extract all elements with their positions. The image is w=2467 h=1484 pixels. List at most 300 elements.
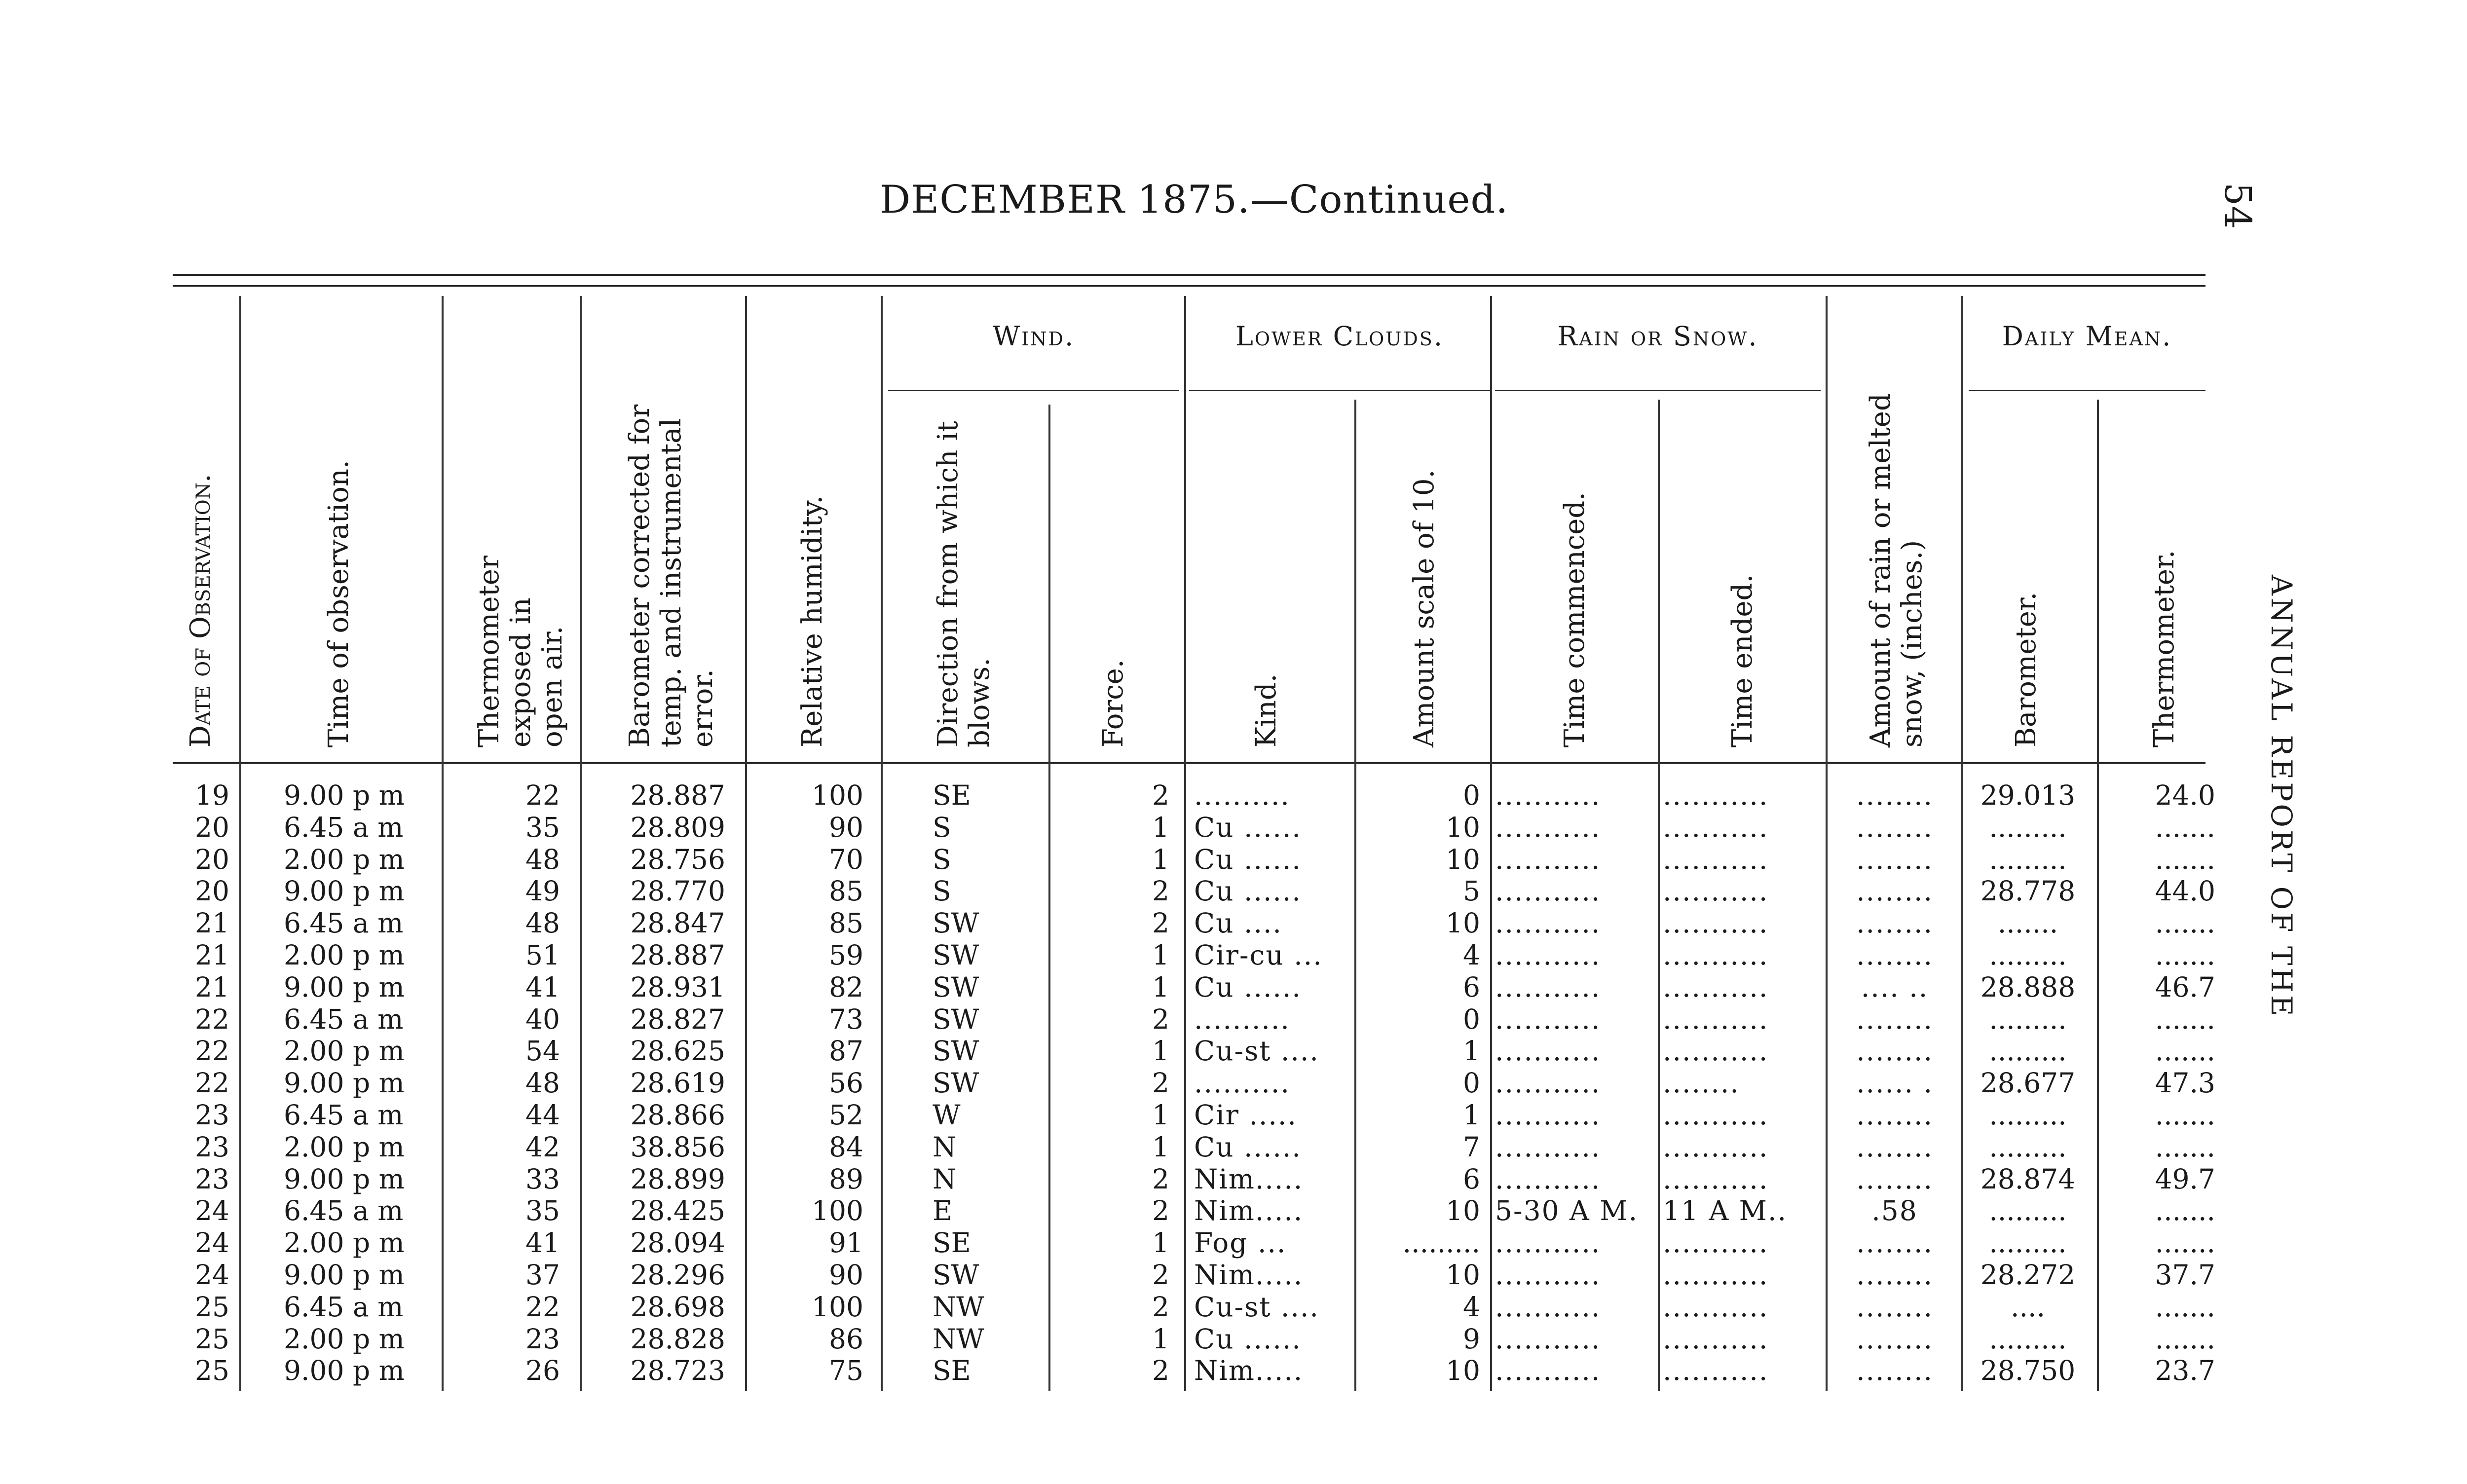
- wind-direction-cell: SE: [933, 1227, 971, 1259]
- rain-amount-cell: ........: [1856, 1003, 1933, 1035]
- mean-thermometer-header: Thermometer.: [2148, 550, 2180, 747]
- date-cell: 22: [195, 1067, 229, 1099]
- mean-thermometer-cell: 23.7: [2155, 1355, 2215, 1387]
- mean-barometer-cell: .........: [1989, 1099, 2067, 1131]
- humidity-cell: 84: [829, 1131, 863, 1163]
- date-cell: 24: [195, 1259, 229, 1291]
- mean-thermometer-cell: .......: [2155, 811, 2215, 843]
- mean-thermometer-cell: 44.0: [2155, 875, 2215, 907]
- date-cell: 21: [195, 907, 229, 939]
- date-cell: 23: [195, 1099, 229, 1131]
- rain-amount-cell: ........: [1856, 1355, 1933, 1387]
- cloud-amount-cell: 1: [1463, 1035, 1480, 1067]
- wind-group-header: Wind.: [992, 321, 1075, 352]
- humidity-cell: 87: [829, 1035, 863, 1067]
- rain-commenced-cell: ...........: [1495, 1003, 1601, 1035]
- mean-barometer-cell: .........: [1989, 1227, 2067, 1259]
- wind-force-cell: 1: [1152, 971, 1169, 1003]
- date-cell: 24: [195, 1227, 229, 1259]
- wind-force-cell: 2: [1152, 1067, 1169, 1099]
- rain-amount-header-text: Amount of rain or melted snow, (inches.): [1865, 393, 1928, 747]
- table-row: [0, 971, 2270, 1003]
- humidity-cell: 100: [812, 1291, 863, 1323]
- table-row: [0, 1195, 2270, 1227]
- wind-direction-cell: SW: [933, 939, 979, 971]
- wind-direction-header: [933, 402, 996, 747]
- time-cell: 9.00 p m: [284, 1355, 405, 1387]
- wind-force-cell: 1: [1152, 1323, 1169, 1355]
- humidity-cell: 70: [829, 843, 863, 875]
- wind-force-cell: 1: [1152, 1227, 1169, 1259]
- mean-barometer-cell: 28.874: [1980, 1163, 2076, 1195]
- rain-commenced-cell: ...........: [1495, 875, 1601, 907]
- barometer-cell: 28.847: [630, 907, 725, 939]
- mean-group-rule: [1969, 390, 2205, 391]
- thermometer-cell: 49: [525, 875, 560, 907]
- cloud-kind-cell: ..........: [1194, 1067, 1290, 1099]
- barometer-cell: 28.756: [630, 843, 725, 875]
- cloud-amount-cell: 6: [1463, 971, 1480, 1003]
- cloud-amount-cell: 0: [1463, 1067, 1480, 1099]
- mean-thermometer-cell: .......: [2155, 939, 2215, 971]
- humidity-cell: 85: [829, 907, 863, 939]
- rain-ended-cell: ...........: [1663, 1291, 1769, 1323]
- wind-force-header: Force.: [1097, 659, 1129, 747]
- rain-commenced-cell: ...........: [1495, 1323, 1601, 1355]
- wind-force-cell: 2: [1152, 1003, 1169, 1035]
- barometer-cell: 28.770: [630, 875, 725, 907]
- relative-humidity-header: Relative humidity.: [796, 495, 828, 747]
- time-cell: 6.45 a m: [284, 1291, 404, 1323]
- time-cell: 9.00 p m: [284, 971, 405, 1003]
- date-cell: 22: [195, 1035, 229, 1067]
- wind-force-cell: 1: [1152, 1035, 1169, 1067]
- date-cell: 23: [195, 1131, 229, 1163]
- humidity-cell: 73: [829, 1003, 863, 1035]
- humidity-cell: 59: [829, 939, 863, 971]
- wind-force-cell: 2: [1152, 1195, 1169, 1227]
- wind-direction-cell: S: [933, 875, 951, 907]
- cloud-kind-cell: ..........: [1194, 779, 1290, 811]
- rain-ended-cell: ...........: [1663, 1003, 1769, 1035]
- rain-amount-cell: ...... .: [1856, 1067, 1933, 1099]
- wind-direction-cell: N: [933, 1131, 957, 1163]
- thermometer-cell: 48: [525, 1067, 560, 1099]
- thermometer-cell: 33: [525, 1163, 560, 1195]
- barometer-cell: 28.866: [630, 1099, 725, 1131]
- wind-force-cell: 1: [1152, 843, 1169, 875]
- rain-ended-cell: ...........: [1663, 1323, 1769, 1355]
- table-row: [0, 1323, 2270, 1355]
- mean-barometer-cell: .........: [1989, 843, 2067, 875]
- thermometer-cell: 37: [525, 1259, 560, 1291]
- barometer-cell: 28.723: [630, 1355, 725, 1387]
- wind-direction-header-text: Direction from which it blows.: [932, 421, 996, 747]
- rain-ended-cell: 11 A M..: [1663, 1195, 1787, 1227]
- rain-ended-cell: ...........: [1663, 779, 1769, 811]
- wind-force-cell: 1: [1152, 1099, 1169, 1131]
- wind-force-cell: 2: [1152, 1259, 1169, 1291]
- date-of-observation-header: Date of Observation.: [185, 474, 217, 747]
- rain-ended-cell: ...........: [1663, 1259, 1769, 1291]
- mean-barometer-cell: ....: [2011, 1291, 2045, 1323]
- barometer-header-text: Barometer corrected for temp. and instrumental error.: [624, 404, 719, 747]
- date-cell: 19: [195, 779, 229, 811]
- mean-barometer-cell: .........: [1989, 1323, 2067, 1355]
- rain-amount-cell: ........: [1856, 1131, 1933, 1163]
- rain-amount-cell: ........: [1856, 1035, 1933, 1067]
- date-cell: 21: [195, 971, 229, 1003]
- rain-amount-cell: ........: [1856, 811, 1933, 843]
- rain-amount-cell: .... ..: [1861, 971, 1929, 1003]
- date-cell: 20: [195, 875, 229, 907]
- humidity-cell: 52: [829, 1099, 863, 1131]
- time-cell: 6.45 a m: [284, 811, 404, 843]
- barometer-cell: 28.425: [630, 1195, 725, 1227]
- table-row: [0, 1227, 2270, 1259]
- rain-commenced-cell: ...........: [1495, 1291, 1601, 1323]
- wind-force-cell: 2: [1152, 1355, 1169, 1387]
- date-cell: 21: [195, 939, 229, 971]
- mean-barometer-cell: .........: [1989, 1003, 2067, 1035]
- rain-commenced-cell: ...........: [1495, 811, 1601, 843]
- time-cell: 6.45 a m: [284, 1099, 404, 1131]
- wind-force-cell: 2: [1152, 875, 1169, 907]
- cloud-kind-header: Kind.: [1250, 673, 1282, 747]
- table-row: [0, 1163, 2270, 1195]
- wind-force-cell: 1: [1152, 1131, 1169, 1163]
- table-row: [0, 907, 2270, 939]
- rain-ended-cell: ...........: [1663, 1035, 1769, 1067]
- mean-thermometer-cell: 24.0: [2155, 779, 2215, 811]
- rain-amount-cell: ........: [1856, 907, 1933, 939]
- barometer-cell: 28.296: [630, 1259, 725, 1291]
- rain-amount-cell: ........: [1856, 843, 1933, 875]
- wind-direction-cell: S: [933, 811, 951, 843]
- rain-ended-cell: ...........: [1663, 875, 1769, 907]
- wind-force-cell: 2: [1152, 1291, 1169, 1323]
- date-cell: 24: [195, 1195, 229, 1227]
- rain-commenced-cell: 5-30 A M.: [1495, 1195, 1639, 1227]
- rain-amount-cell: ........: [1856, 1099, 1933, 1131]
- rain-ended-cell: ........: [1663, 1067, 1740, 1099]
- wind-direction-cell: SE: [933, 1355, 971, 1387]
- rain-amount-cell: ........: [1856, 1163, 1933, 1195]
- cloud-amount-cell: 9: [1463, 1323, 1480, 1355]
- rain-ended-cell: ...........: [1663, 1099, 1769, 1131]
- time-cell: 2.00 p m: [284, 1227, 405, 1259]
- cloud-kind-cell: Nim.....: [1194, 1195, 1304, 1227]
- table-row: [0, 939, 2270, 971]
- barometer-cell: 28.828: [630, 1323, 725, 1355]
- mean-barometer-cell: .......: [1997, 907, 2058, 939]
- rain-commenced-cell: ...........: [1495, 971, 1601, 1003]
- mean-barometer-cell: .........: [1989, 1035, 2067, 1067]
- barometer-cell: 28.887: [630, 939, 725, 971]
- time-cell: 2.00 p m: [284, 1131, 405, 1163]
- barometer-cell: 28.698: [630, 1291, 725, 1323]
- thermometer-cell: 22: [525, 1291, 560, 1323]
- rain-commenced-cell: ...........: [1495, 1227, 1601, 1259]
- mean-thermometer-cell: .......: [2155, 843, 2215, 875]
- rain-ended-cell: ...........: [1663, 843, 1769, 875]
- rain-amount-cell: ........: [1856, 875, 1933, 907]
- mean-thermometer-cell: .......: [2155, 907, 2215, 939]
- thermometer-cell: 41: [525, 1227, 560, 1259]
- cloud-amount-cell: 7: [1463, 1131, 1480, 1163]
- table-row: [0, 1003, 2270, 1036]
- table-row: [0, 1355, 2270, 1387]
- time-cell: 9.00 p m: [284, 779, 405, 811]
- humidity-cell: 100: [812, 1195, 863, 1227]
- rain-group-rule: [1495, 390, 1821, 391]
- table-row: [0, 1131, 2270, 1163]
- wind-group-rule: [888, 390, 1179, 391]
- humidity-cell: 82: [829, 971, 863, 1003]
- cloud-amount-cell: 0: [1463, 1003, 1480, 1035]
- wind-direction-cell: NW: [933, 1323, 984, 1355]
- cloud-amount-cell: 4: [1463, 1291, 1480, 1323]
- barometer-cell: 28.094: [630, 1227, 725, 1259]
- date-cell: 25: [195, 1355, 229, 1387]
- time-cell: 2.00 p m: [284, 939, 405, 971]
- barometer-corrected-header: [624, 303, 719, 747]
- mean-barometer-cell: 28.272: [1980, 1259, 2076, 1291]
- wind-force-cell: 2: [1152, 907, 1169, 939]
- cloud-kind-cell: Cu-st ....: [1194, 1035, 1319, 1067]
- cloud-kind-cell: Cu ......: [1194, 971, 1302, 1003]
- rain-commenced-cell: ...........: [1495, 1067, 1601, 1099]
- wind-direction-cell: N: [933, 1163, 957, 1195]
- humidity-cell: 89: [829, 1163, 863, 1195]
- cloud-kind-cell: ..........: [1194, 1003, 1290, 1035]
- cloud-kind-cell: Cu ......: [1194, 875, 1302, 907]
- wind-force-cell: 1: [1152, 939, 1169, 971]
- humidity-cell: 56: [829, 1067, 863, 1099]
- rain-amount-cell: ........: [1856, 939, 1933, 971]
- rain-ended-cell: ...........: [1663, 1355, 1769, 1387]
- page-number: 54: [2216, 183, 2259, 229]
- time-cell: 2.00 p m: [284, 1035, 405, 1067]
- rain-ended-cell: ...........: [1663, 939, 1769, 971]
- cloud-amount-cell: 6: [1463, 1163, 1480, 1195]
- time-cell: 6.45 a m: [284, 1003, 404, 1035]
- rain-commenced-cell: ...........: [1495, 1099, 1601, 1131]
- humidity-cell: 90: [829, 811, 863, 843]
- rain-amount-cell: ........: [1856, 1259, 1933, 1291]
- cloud-amount-cell: 10: [1446, 843, 1480, 875]
- wind-force-cell: 2: [1152, 779, 1169, 811]
- rain-ended-cell: ...........: [1663, 907, 1769, 939]
- wind-direction-cell: W: [933, 1099, 961, 1131]
- cloud-kind-cell: Cu-st ....: [1194, 1291, 1319, 1323]
- barometer-cell: 28.931: [630, 971, 725, 1003]
- cloud-kind-cell: Nim.....: [1194, 1355, 1304, 1387]
- thermometer-cell: 54: [525, 1035, 560, 1067]
- thermometer-cell: 23: [525, 1323, 560, 1355]
- barometer-cell: 38.856: [630, 1131, 725, 1163]
- mean-thermometer-cell: .......: [2155, 1323, 2215, 1355]
- cloud-amount-cell: 10: [1446, 1259, 1480, 1291]
- cloud-amount-cell: 10: [1446, 1355, 1480, 1387]
- date-cell: 25: [195, 1323, 229, 1355]
- rain-ended-cell: ...........: [1663, 1131, 1769, 1163]
- date-cell: 20: [195, 811, 229, 843]
- running-head: ANNUAL REPORT OF THE: [2265, 575, 2298, 1019]
- mean-thermometer-cell: .......: [2155, 1131, 2215, 1163]
- cloud-kind-cell: Cu ......: [1194, 1131, 1302, 1163]
- top-rule-inner: [173, 285, 2205, 287]
- time-cell: 9.00 p m: [284, 875, 405, 907]
- barometer-cell: 28.899: [630, 1163, 725, 1195]
- rain-commenced-cell: ...........: [1495, 1355, 1601, 1387]
- mean-thermometer-cell: 46.7: [2155, 971, 2215, 1003]
- wind-direction-cell: SW: [933, 1259, 979, 1291]
- humidity-cell: 100: [812, 779, 863, 811]
- thermometer-cell: 48: [525, 907, 560, 939]
- mean-thermometer-cell: .......: [2155, 1003, 2215, 1035]
- cloud-amount-cell: 4: [1463, 939, 1480, 971]
- humidity-cell: 75: [829, 1355, 863, 1387]
- cloud-amount-cell: 10: [1446, 907, 1480, 939]
- thermometer-cell: 40: [525, 1003, 560, 1035]
- humidity-cell: 90: [829, 1259, 863, 1291]
- rain-commenced-cell: ...........: [1495, 939, 1601, 971]
- rain-ended-cell: ...........: [1663, 1163, 1769, 1195]
- table-row: [0, 779, 2270, 812]
- rain-ended-cell: ...........: [1663, 811, 1769, 843]
- cloud-kind-cell: Cu ......: [1194, 811, 1302, 843]
- mean-thermometer-cell: .......: [2155, 1291, 2215, 1323]
- mean-thermometer-cell: .......: [2155, 1099, 2215, 1131]
- rain-amount-cell: ........: [1856, 1323, 1933, 1355]
- cloud-amount-header: Amount scale of 10.: [1408, 469, 1440, 747]
- time-cell: 9.00 p m: [284, 1067, 405, 1099]
- date-cell: 23: [195, 1163, 229, 1195]
- wind-direction-cell: SW: [933, 1003, 979, 1035]
- humidity-cell: 86: [829, 1323, 863, 1355]
- thermometer-open-air-header: [474, 303, 568, 747]
- lower-clouds-group-header: Lower Clouds.: [1235, 321, 1444, 352]
- cloud-kind-cell: Cu ......: [1194, 1323, 1302, 1355]
- cloud-kind-cell: Nim.....: [1194, 1259, 1304, 1291]
- time-cell: 6.45 a m: [284, 907, 404, 939]
- wind-direction-cell: SW: [933, 907, 979, 939]
- table-row: [0, 1259, 2270, 1291]
- mean-barometer-cell: 28.888: [1980, 971, 2076, 1003]
- rain-time-commenced-header: Time commenced.: [1559, 492, 1591, 747]
- thermometer-cell: 35: [525, 1195, 560, 1227]
- time-of-observation-header: Time of observation.: [323, 460, 355, 747]
- cloud-amount-cell: .........: [1402, 1227, 1480, 1259]
- rain-ended-cell: ...........: [1663, 971, 1769, 1003]
- mean-thermometer-cell: 47.3: [2155, 1067, 2215, 1099]
- wind-force-cell: 2: [1152, 1163, 1169, 1195]
- barometer-cell: 28.827: [630, 1003, 725, 1035]
- rain-commenced-cell: ...........: [1495, 1163, 1601, 1195]
- table-row: [0, 844, 2270, 876]
- rain-amount-cell: ........: [1856, 1291, 1933, 1323]
- thermometer-cell: 22: [525, 779, 560, 811]
- cloud-kind-cell: Nim.....: [1194, 1163, 1304, 1195]
- barometer-cell: 28.625: [630, 1035, 725, 1067]
- cloud-kind-cell: Cu ....: [1194, 907, 1282, 939]
- rain-amount-cell: ........: [1856, 1227, 1933, 1259]
- cloud-kind-cell: Fog ...: [1194, 1227, 1287, 1259]
- wind-direction-cell: SW: [933, 971, 979, 1003]
- mean-barometer-cell: 29.013: [1980, 779, 2076, 811]
- thermometer-cell: 51: [525, 939, 560, 971]
- date-cell: 20: [195, 843, 229, 875]
- mean-barometer-cell: .........: [1989, 939, 2067, 971]
- mean-barometer-cell: .........: [1989, 1131, 2067, 1163]
- date-cell: 25: [195, 1291, 229, 1323]
- mean-thermometer-cell: 49.7: [2155, 1163, 2215, 1195]
- clouds-group-rule: [1189, 390, 1490, 391]
- mean-thermometer-cell: 37.7: [2155, 1259, 2215, 1291]
- mean-barometer-cell: 28.750: [1980, 1355, 2076, 1387]
- wind-direction-cell: S: [933, 843, 951, 875]
- cloud-amount-cell: 10: [1446, 811, 1480, 843]
- cloud-amount-cell: 1: [1463, 1099, 1480, 1131]
- rain-amount-cell: ........: [1856, 779, 1933, 811]
- rain-commenced-cell: ...........: [1495, 907, 1601, 939]
- thermometer-cell: 41: [525, 971, 560, 1003]
- cloud-amount-cell: 5: [1463, 875, 1480, 907]
- table-row: [0, 1291, 2270, 1323]
- wind-direction-cell: E: [933, 1195, 953, 1227]
- table-row: [0, 1099, 2270, 1131]
- header-bottom-rule: [173, 762, 2205, 764]
- rain-commenced-cell: ...........: [1495, 1259, 1601, 1291]
- mean-barometer-cell: .........: [1989, 1195, 2067, 1227]
- rain-amount-header: [1865, 294, 1928, 747]
- thermometer-cell: 48: [525, 843, 560, 875]
- mean-barometer-cell: 28.677: [1980, 1067, 2076, 1099]
- rain-amount-cell: .58: [1871, 1195, 1918, 1227]
- barometer-cell: 28.887: [630, 779, 725, 811]
- mean-barometer-header: Barometer.: [2010, 592, 2042, 747]
- time-cell: 2.00 p m: [284, 843, 405, 875]
- thermometer-cell: 44: [525, 1099, 560, 1131]
- mean-barometer-cell: .........: [1989, 811, 2067, 843]
- cloud-kind-cell: Cu ......: [1194, 843, 1302, 875]
- table-row: [0, 1035, 2270, 1067]
- daily-mean-group-header: Daily Mean.: [2002, 321, 2172, 352]
- wind-force-cell: 1: [1152, 811, 1169, 843]
- cloud-kind-cell: Cir .....: [1194, 1099, 1297, 1131]
- barometer-cell: 28.809: [630, 811, 725, 843]
- rain-commenced-cell: ...........: [1495, 1035, 1601, 1067]
- humidity-cell: 85: [829, 875, 863, 907]
- rain-time-ended-header: Time ended.: [1726, 574, 1758, 747]
- thermometer-cell: 26: [525, 1355, 560, 1387]
- rain-commenced-cell: ...........: [1495, 779, 1601, 811]
- time-cell: 6.45 a m: [284, 1195, 404, 1227]
- page-title: DECEMBER 1875.—Continued.: [879, 178, 1509, 222]
- wind-direction-cell: SW: [933, 1035, 979, 1067]
- wind-direction-cell: SE: [933, 779, 971, 811]
- barometer-cell: 28.619: [630, 1067, 725, 1099]
- wind-direction-cell: NW: [933, 1291, 984, 1323]
- mean-barometer-cell: 28.778: [1980, 875, 2076, 907]
- cloud-kind-cell: Cir-cu ...: [1194, 939, 1323, 971]
- wind-direction-cell: SW: [933, 1067, 979, 1099]
- table-row: [0, 1067, 2270, 1099]
- mean-thermometer-cell: .......: [2155, 1035, 2215, 1067]
- time-cell: 9.00 p m: [284, 1163, 405, 1195]
- rain-commenced-cell: ...........: [1495, 1131, 1601, 1163]
